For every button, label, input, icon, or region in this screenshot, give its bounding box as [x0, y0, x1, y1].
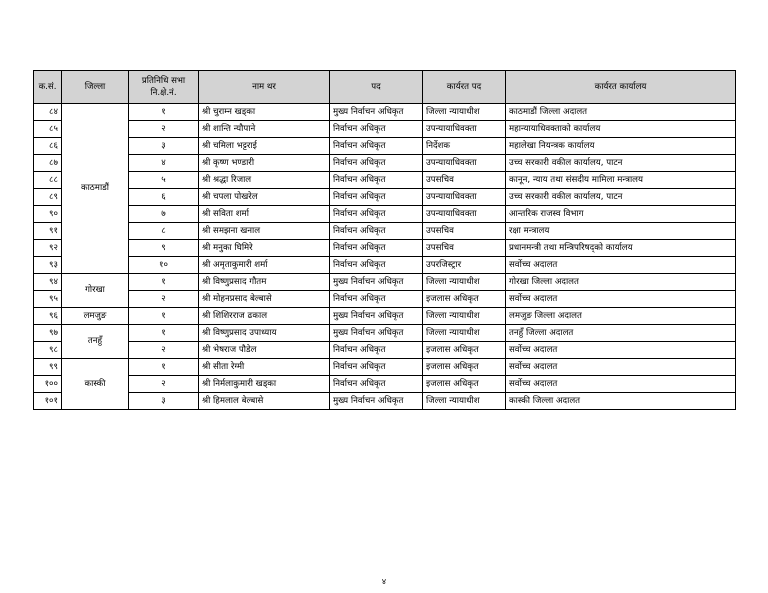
working-post-cell: उपसचिव [423, 172, 506, 189]
office-cell: तनहुँ जिल्ला अदालत [506, 325, 736, 342]
post-cell: मुख्य निर्वाचन अधिकृत [330, 308, 423, 325]
table-row [34, 291, 736, 308]
officer-table [33, 70, 736, 410]
constituency-cell: १ [129, 104, 199, 121]
office-cell: लमजुङ जिल्ला अदालत [506, 308, 736, 325]
table-row [34, 274, 736, 291]
post-cell: निर्वाचन अधिकृत [330, 121, 423, 138]
working-post-cell: निर्देशक [423, 138, 506, 155]
constituency-cell: १० [129, 257, 199, 274]
post-cell: मुख्य निर्वाचन अधिकृत [330, 274, 423, 291]
table-body [34, 104, 736, 410]
working-post-cell: इजलास अधिकृत [423, 376, 506, 393]
post-cell: निर्वाचन अधिकृत [330, 189, 423, 206]
constituency-cell: ४ [129, 155, 199, 172]
working-post-cell: इजलास अधिकृत [423, 359, 506, 376]
constituency-cell: १ [129, 274, 199, 291]
name-cell: श्री सविता शर्मा [199, 206, 330, 223]
serial-cell: ९३ [34, 257, 62, 274]
working-post-cell: उपन्यायाधिवक्ता [423, 121, 506, 138]
name-cell: श्री भेषराज पौडेल [199, 342, 330, 359]
office-cell: सर्वोच्च अदालत [506, 359, 736, 376]
constituency-cell: ७ [129, 206, 199, 223]
name-cell: श्री अमृताकुमारी शर्मा [199, 257, 330, 274]
working-post-cell: जिल्ला न्यायाधीश [423, 325, 506, 342]
constituency-cell: १ [129, 325, 199, 342]
serial-cell: १०० [34, 376, 62, 393]
constituency-cell: २ [129, 342, 199, 359]
working-post-cell: जिल्ला न्यायाधीश [423, 274, 506, 291]
table-row [34, 308, 736, 325]
constituency-cell: १ [129, 359, 199, 376]
table-row [34, 206, 736, 223]
serial-cell: ८४ [34, 104, 62, 121]
office-cell: रक्षा मन्त्रालय [506, 223, 736, 240]
serial-cell: ९० [34, 206, 62, 223]
office-cell: सर्वोच्च अदालत [506, 257, 736, 274]
office-cell: सर्वोच्च अदालत [506, 376, 736, 393]
serial-cell: ८८ [34, 172, 62, 189]
working-post-cell: इजलास अधिकृत [423, 342, 506, 359]
table-row [34, 155, 736, 172]
constituency-cell: ५ [129, 172, 199, 189]
name-cell: श्री विष्णुप्रसाद गौतम [199, 274, 330, 291]
table-row [34, 240, 736, 257]
table-row [34, 172, 736, 189]
office-cell: प्रधानमन्त्री तथा मन्त्रिपरिषद्को कार्यालय [506, 240, 736, 257]
post-cell: निर्वाचन अधिकृत [330, 138, 423, 155]
office-cell: कानून, न्याय तथा संसदीय मामिला मन्त्रालय [506, 172, 736, 189]
district-cell: लमजुङ [62, 308, 129, 325]
table-row [34, 223, 736, 240]
name-cell: श्री मोहनप्रसाद बेल्बासे [199, 291, 330, 308]
constituency-cell: २ [129, 376, 199, 393]
name-cell: श्री मनुका घिमिरे [199, 240, 330, 257]
name-cell: श्री श्रद्धा रिजाल [199, 172, 330, 189]
header-row [34, 71, 736, 104]
working-post-cell: इजलास अधिकृत [423, 291, 506, 308]
table-row [34, 138, 736, 155]
serial-cell: ९६ [34, 308, 62, 325]
constituency-cell: २ [129, 291, 199, 308]
post-cell: निर्वाचन अधिकृत [330, 291, 423, 308]
name-cell: श्री चुराम्न खड्का [199, 104, 330, 121]
office-cell: काठमाडौं जिल्ला अदालत [506, 104, 736, 121]
name-cell: श्री कृष्ण भण्डारी [199, 155, 330, 172]
serial-cell: ९५ [34, 291, 62, 308]
working-post-cell: उपन्यायाधिवक्ता [423, 206, 506, 223]
working-post-cell: जिल्ला न्यायाधीश [423, 393, 506, 410]
working-post-cell: उपन्यायाधिवक्ता [423, 189, 506, 206]
serial-cell: ९२ [34, 240, 62, 257]
serial-cell: ९१ [34, 223, 62, 240]
table-row [34, 325, 736, 342]
constituency-cell: ३ [129, 393, 199, 410]
constituency-cell: ३ [129, 138, 199, 155]
name-cell: श्री शिशिरराज ढकाल [199, 308, 330, 325]
header-post: पद [330, 71, 423, 104]
header-name: नाम थर [199, 71, 330, 104]
post-cell: मुख्य निर्वाचन अधिकृत [330, 325, 423, 342]
table-row [34, 104, 736, 121]
serial-cell: ९४ [34, 274, 62, 291]
header-working-post: कार्यरत पद [423, 71, 506, 104]
office-cell: सर्वोच्च अदालत [506, 291, 736, 308]
district-cell: तनहुँ [62, 325, 129, 359]
office-cell: महालेखा नियन्त्रक कार्यालय [506, 138, 736, 155]
table-row [34, 393, 736, 410]
post-cell: मुख्य निर्वाचन अधिकृत [330, 104, 423, 121]
serial-cell: ८७ [34, 155, 62, 172]
post-cell: निर्वाचन अधिकृत [330, 240, 423, 257]
working-post-cell: जिल्ला न्यायाधीश [423, 104, 506, 121]
name-cell: श्री हिमलाल बेल्बासे [199, 393, 330, 410]
name-cell: श्री चपला पोखरेल [199, 189, 330, 206]
post-cell: निर्वाचन अधिकृत [330, 342, 423, 359]
serial-cell: ९८ [34, 342, 62, 359]
post-cell: निर्वाचन अधिकृत [330, 376, 423, 393]
table-row [34, 359, 736, 376]
district-cell: गोरखा [62, 274, 129, 308]
working-post-cell: उपरजिस्ट्रार [423, 257, 506, 274]
post-cell: निर्वाचन अधिकृत [330, 223, 423, 240]
office-cell: गोरखा जिल्ला अदालत [506, 274, 736, 291]
constituency-cell: ६ [129, 189, 199, 206]
post-cell: निर्वाचन अधिकृत [330, 257, 423, 274]
office-cell: कास्की जिल्ला अदालत [506, 393, 736, 410]
constituency-cell: ८ [129, 223, 199, 240]
header-serial: क.सं. [34, 71, 62, 104]
post-cell: निर्वाचन अधिकृत [330, 359, 423, 376]
working-post-cell: उपसचिव [423, 223, 506, 240]
serial-cell: ८९ [34, 189, 62, 206]
office-cell: आन्तरिक राजस्व विभाग [506, 206, 736, 223]
post-cell: निर्वाचन अधिकृत [330, 206, 423, 223]
post-cell: निर्वाचन अधिकृत [330, 155, 423, 172]
table-row [34, 189, 736, 206]
district-cell: कास्की [62, 359, 129, 410]
table-row [34, 121, 736, 138]
header-constituency [129, 71, 199, 104]
office-cell: सर्वोच्च अदालत [506, 342, 736, 359]
constituency-cell: ९ [129, 240, 199, 257]
working-post-cell: जिल्ला न्यायाधीश [423, 308, 506, 325]
name-cell: श्री चमिला भट्टराई [199, 138, 330, 155]
table-row [34, 257, 736, 274]
name-cell: श्री निर्मलाकुमारी खड्का [199, 376, 330, 393]
header-office: कार्यरत कार्यालय [506, 71, 736, 104]
working-post-cell: उपसचिव [423, 240, 506, 257]
name-cell: श्री शान्ति न्यौपाने [199, 121, 330, 138]
office-cell: उच्च सरकारी वकील कार्यालय, पाटन [506, 155, 736, 172]
constituency-cell: १ [129, 308, 199, 325]
name-cell: श्री सीता रेग्मी [199, 359, 330, 376]
serial-cell: १०१ [34, 393, 62, 410]
working-post-cell: उपन्यायाधिवक्ता [423, 155, 506, 172]
header-constituency-line1: प्रतिनिधि सभा [141, 76, 186, 86]
office-cell: उच्च सरकारी वकील कार्यालय, पाटन [506, 189, 736, 206]
constituency-cell: २ [129, 121, 199, 138]
serial-cell: ९७ [34, 325, 62, 342]
office-cell: महान्यायाधिवक्ताको कार्यालय [506, 121, 736, 138]
header-district: जिल्ला [62, 71, 129, 104]
serial-cell: ९९ [34, 359, 62, 376]
serial-cell: ८६ [34, 138, 62, 155]
district-cell: काठमाडौं [62, 104, 129, 274]
table-row [34, 376, 736, 393]
header-constituency-line2: नि.क्षे.नं. [150, 88, 177, 98]
name-cell: श्री समझना खनाल [199, 223, 330, 240]
page-number: ४ [381, 577, 387, 586]
table-row [34, 342, 736, 359]
serial-cell: ८५ [34, 121, 62, 138]
post-cell: निर्वाचन अधिकृत [330, 172, 423, 189]
post-cell: मुख्य निर्वाचन अधिकृत [330, 393, 423, 410]
name-cell: श्री विष्णुप्रसाद उपाध्याय [199, 325, 330, 342]
